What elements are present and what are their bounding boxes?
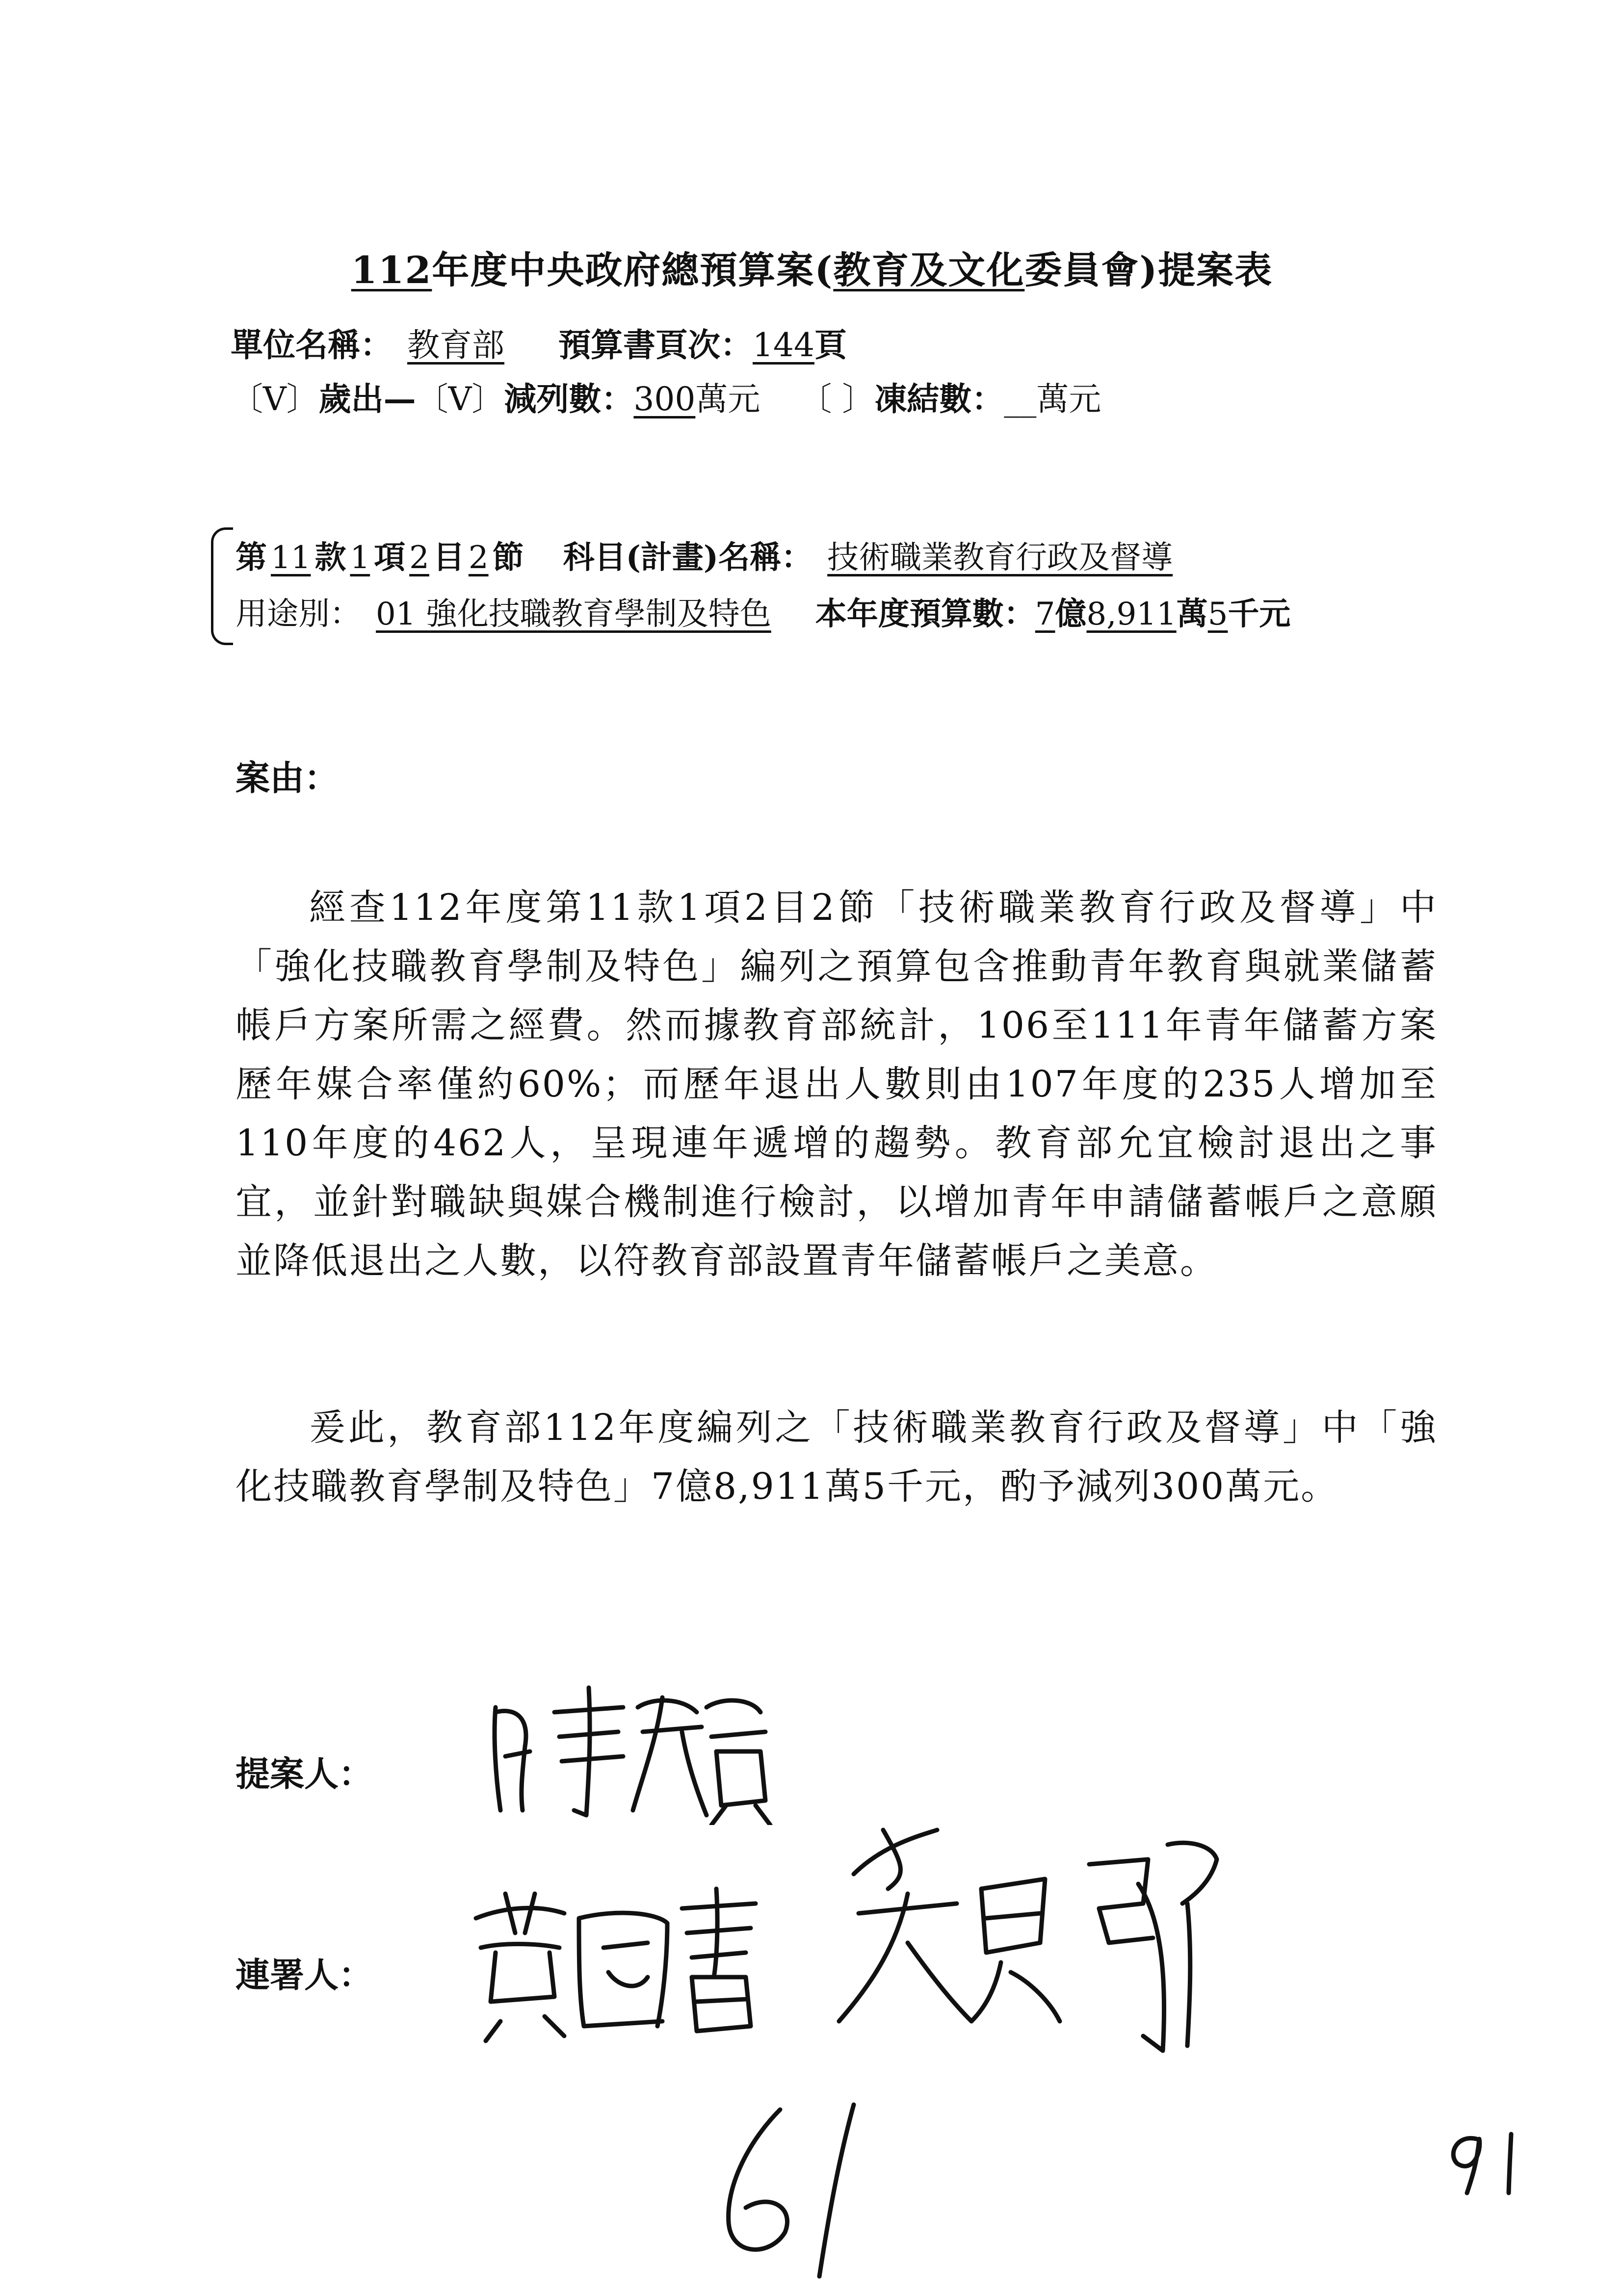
case-paragraph-1: 經查112年度第11款1項2目2節「技術職業教育行政及督導」中「強化技職教育學制及特色」編列之預算包含推動青年教育與就業儲蓄帳戶方案所需之經費。然而據教育部統計，106至111年青年儲蓄方案歷年媒合率僅約60%；而歷年退出人數則由107年度的235人增加至110年度的462人，呈現連年遞增的趨勢。教育部允宜檢討退出之事宜，並針對職缺與媒合機制進行檢討，以增加青年申請儲蓄帳戶之意願並降低退出之人數，以符教育部設置青年儲蓄帳戶之美意。 — [236, 887, 1438, 1282]
freeze-value: __ — [1004, 380, 1037, 418]
unit-value: 教育部 — [407, 326, 504, 364]
usage-value: 01 強化技職教育學制及特色 — [376, 596, 771, 632]
cosigner-label: 連署人： — [236, 1955, 373, 1995]
budget-type-line: 〔V〕歲出—〔V〕減列數：300萬元 〔 〕凍結數：__萬元 — [231, 380, 1101, 418]
section-bracket — [211, 527, 233, 645]
subject-value: 技術職業教育行政及督導 — [827, 540, 1173, 576]
proposer-label: 提案人： — [236, 1753, 373, 1794]
case-paragraph-2: 爰此，教育部112年度編列之「技術職業教育行政及督導」中「強化技職教育學制及特色」7億8,911萬5千元，酌予減列300萬元。 — [236, 1407, 1438, 1508]
page-title: 112年度中央政府總預算案(教育及文化委員會)提案表 — [351, 248, 1273, 292]
budget-page-value: 144 — [753, 326, 814, 364]
section-line: 第 11 款 1 項 2 目 2 節 科目(計畫)名稱： 技術職業教育行政及督導 — [236, 532, 1187, 577]
cosigner-1-signature — [461, 1879, 775, 2046]
proposer-signature — [476, 1678, 780, 1825]
unit-line: 單位名稱： 教育部 預算書頁次：144頁 — [231, 326, 847, 364]
usage-line: 用途別： 01 強化技職教育學制及特色 本年度預算數：7億8,911萬5千元 — [236, 596, 1291, 632]
handwritten-number-61 — [707, 2095, 868, 2281]
page-number-91 — [1438, 2124, 1536, 2198]
cosigner-2-signature — [824, 1815, 1227, 2090]
reduce-value: 300 — [633, 380, 696, 418]
case-heading: 案由： — [236, 757, 339, 798]
